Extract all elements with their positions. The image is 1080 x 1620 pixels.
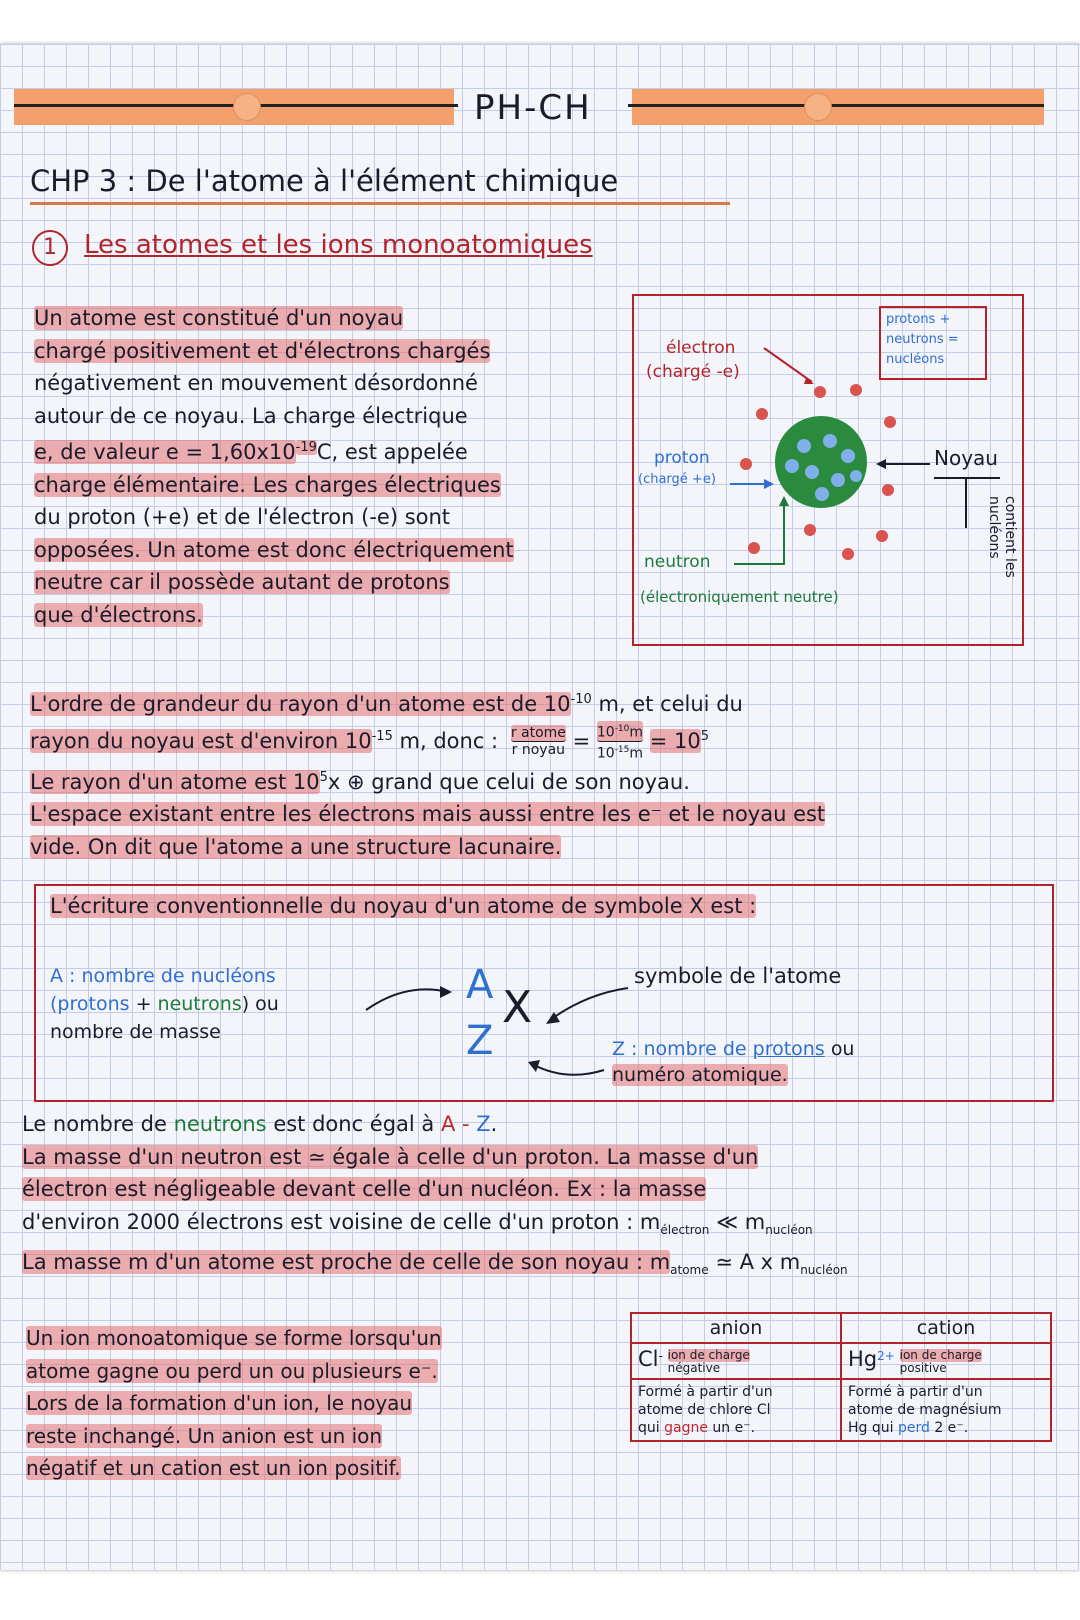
intro-line: e, de valeur $e = 1,60x10^{-19}C$, est appelée [34,440,468,464]
page-subject: PH-CH [474,88,592,128]
symbol-label: symbole de l'atome [634,964,842,988]
binder-hole-left [233,93,261,121]
cation-formation: Formé à partir d'un atome de magnésium Hg qui perd 2 e⁻. [841,1379,1051,1441]
cation-example: $Hg^{2+}$ ion de charge positive [841,1343,1051,1379]
notation-box [34,884,1054,1102]
intro-line: du proton (+e) et de l'électron (-e) sont [34,505,451,529]
ratio-fraction: r atome r noyau [510,725,566,758]
order-line: rayon du noyau est d'environ $10^{-15}$ m, donc : r atome r noyau = $\frac{10^{-10}m}{10^{-15}m}$ = $10^5$ [30,721,1060,762]
mass-number-A: A [466,962,494,1008]
ions-line: reste inchangé. Un anion est un ion [26,1423,383,1448]
proton-charge: (chargé +e) [638,472,716,487]
order-line: L'ordre de grandeur du rayon d'un atome est de $10^{-10}$ m, et celui du [30,692,743,716]
intro-line: neutre car il possède autant de protons [34,570,450,594]
section-title: Les atomes et les ions monoatomiques [84,230,593,260]
mass-line: La masse d'un neutron est ≃ égale à celle d'un proton. La masse d'un [22,1144,759,1169]
ions-paragraph [26,1322,616,1485]
anion-formation: Formé à partir d'un atome de chlore Cl qui gagne un e⁻. [631,1379,841,1441]
chapter-underline [30,202,730,205]
header-bar-right [632,89,1044,125]
atomic-number-Z: Z [466,1018,494,1064]
ions-line: négatif et un cation est un ion positif. [26,1456,401,1480]
neutron-charge: (électroniquement neutre) [640,588,839,606]
ions-line: Un ion monoatomique se forme lorsqu'un [26,1326,442,1350]
electron-label: électron [666,338,736,358]
header-line-right [628,104,1044,107]
order-paragraph [30,684,1060,863]
order-line: L'espace existant entre les électrons mais aussi entre les e⁻ et le noyau est [30,802,826,827]
ions-line: Lors de la formation d'un ion, le noyau [26,1391,413,1415]
nucleons-note: protons + neutrons = nucléons [886,312,959,367]
notation-intro: L'écriture conventionnelle du noyau d'un atome de symbole X est : [50,894,757,918]
element-symbol-X: X [502,982,533,1033]
a-definition: A : nombre de nucléons (protons + neutrons) ou nombre de masse [50,965,279,1043]
proton-label: proton [654,448,710,468]
notebook-page [0,44,1080,1570]
z-definition: Z : nombre de protons ou numéro atomique. [612,1038,855,1086]
atom-diagram [632,294,1024,646]
nucleus-note: contient les nucléons [986,496,1018,578]
intro-line: négativement en mouvement désordonné [34,371,478,395]
intro-line: que d'électrons. [34,602,203,627]
section-number-text: 1 [43,235,57,260]
intro-line: opposées. Un atome est donc électriquement [34,537,514,562]
mass-line: d'environ 2000 électrons est voisine de celle d'un proton : $m_{électron}$ ≪ $m_{nucléon}$ [22,1209,813,1237]
order-line: vide. On dit que l'atome a une structure lacunaire. [30,834,562,859]
order-line: Le rayon d'un atome est $10^5x$ ⊕ grand que celui de son noyau. [30,769,690,794]
anion-header: anion [631,1313,841,1343]
intro-line: chargé positivement et d'électrons chargés [34,338,491,363]
intro-line: autour de ce noyau. La charge électrique [34,403,468,428]
electron-charge: (chargé -e) [646,362,740,382]
intro-paragraph [34,302,624,631]
nucleus-label: Noyau [934,446,998,470]
intro-line: charge élémentaire. Les charges électriques [34,472,501,497]
mass-line: électron est négligeable devant celle d'un nucléon. Ex : la masse [22,1177,707,1201]
ions-table [630,1312,1052,1442]
mass-paragraph [22,1108,1062,1287]
mass-line: La masse m d'un atome est proche de celle de son noyau : $m_{atome}$ ≃ A x $m_{nucléon}$ [22,1250,848,1278]
neutron-label: neutron [644,552,711,572]
mass-line: Le nombre de neutrons est donc égal à A - Z. [22,1112,498,1136]
intro-line: Un atome est constitué d'un noyau [34,306,404,330]
cation-header: cation [841,1313,1051,1343]
binder-hole-right [804,93,832,121]
anion-example: Cl- ion de charge négative [631,1343,841,1379]
ions-line: atome gagne ou perd un ou plusieurs e⁻. [26,1358,438,1383]
chapter-title: CHP 3 : De l'atome à l'élément chimique [30,164,619,198]
section-number [32,230,68,266]
ratio-value: $\frac{10^{-10}m}{10^{-15}m}$ [597,721,643,761]
